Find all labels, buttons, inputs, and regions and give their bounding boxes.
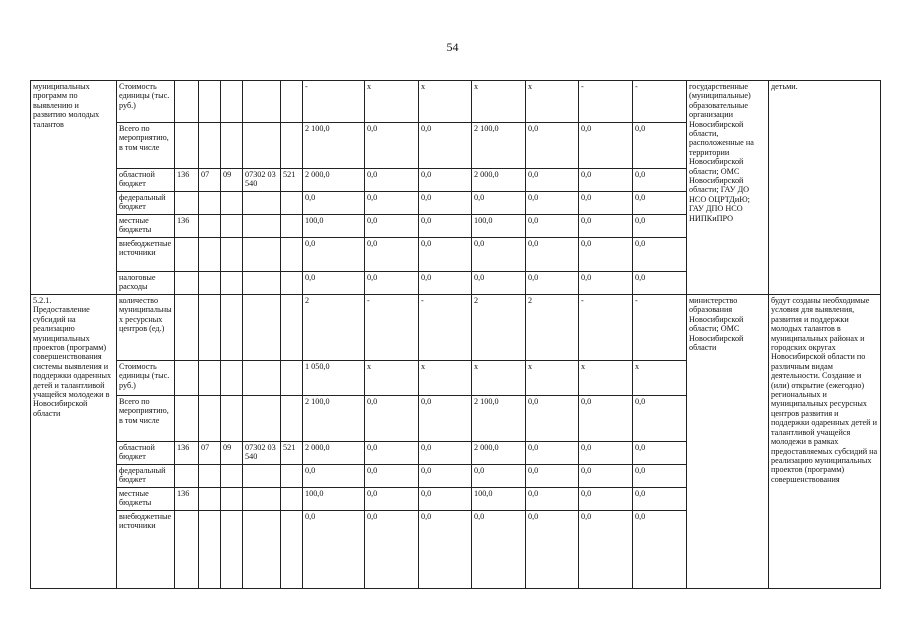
vr-cell: 521 (281, 442, 303, 465)
y2024-cell: 0,0 (526, 442, 579, 465)
y2025-cell: x (579, 361, 633, 396)
indicator-cell: Стоимость единицы (тыс. руб.) (117, 81, 175, 123)
y2023-cell: 100,0 (472, 215, 526, 238)
vr-cell (281, 123, 303, 169)
grbs-cell (175, 81, 199, 123)
y2020-cell: 2 000,0 (303, 169, 365, 192)
vr-cell (281, 361, 303, 396)
y2024-cell: 0,0 (526, 169, 579, 192)
y2022-cell: x (419, 81, 472, 123)
y2020-cell: 100,0 (303, 488, 365, 511)
y2022-cell: 0,0 (419, 192, 472, 215)
total-cell: 0,0 (633, 511, 687, 589)
pr-cell: 09 (221, 169, 243, 192)
indicator-cell: местные бюджеты (117, 215, 175, 238)
y2024-cell: 0,0 (526, 238, 579, 272)
y2020-cell: 2 100,0 (303, 123, 365, 169)
y2024-cell: 0,0 (526, 465, 579, 488)
y2025-cell: - (579, 295, 633, 361)
y2021-cell: 0,0 (365, 192, 419, 215)
y2020-cell: 0,0 (303, 465, 365, 488)
y2023-cell: 0,0 (472, 238, 526, 272)
y2021-cell: 0,0 (365, 465, 419, 488)
vr-cell (281, 192, 303, 215)
y2023-cell: 2 000,0 (472, 442, 526, 465)
table-section-5-2-continued (31, 81, 881, 295)
measure-name-cell (31, 81, 117, 295)
pr-cell (221, 396, 243, 442)
y2024-cell: 0,0 (526, 488, 579, 511)
y2025-cell: 0,0 (579, 169, 633, 192)
total-cell: 0,0 (633, 396, 687, 442)
csr-cell (243, 361, 281, 396)
total-cell: 0,0 (633, 215, 687, 238)
csr-cell (243, 511, 281, 589)
grbs-cell (175, 123, 199, 169)
y2022-cell: x (419, 361, 472, 396)
y2023-cell: 0,0 (472, 511, 526, 589)
y2021-cell: 0,0 (365, 215, 419, 238)
total-cell: 0,0 (633, 272, 687, 295)
indicator-cell: Всего по мероприятию, в том числе (117, 396, 175, 442)
y2023-cell: 0,0 (472, 272, 526, 295)
y2020-cell: 100,0 (303, 215, 365, 238)
csr-cell (243, 123, 281, 169)
indicator-cell: внебюджетные источники (117, 511, 175, 589)
rz-cell (199, 396, 221, 442)
y2022-cell: 0,0 (419, 169, 472, 192)
budget-table (30, 80, 881, 589)
y2020-cell: 0,0 (303, 272, 365, 295)
rz-cell (199, 192, 221, 215)
pr-cell (221, 81, 243, 123)
rz-cell (199, 81, 221, 123)
y2021-cell: 0,0 (365, 238, 419, 272)
pr-cell (221, 238, 243, 272)
pr-cell: 09 (221, 442, 243, 465)
total-cell: 0,0 (633, 192, 687, 215)
expected-result-cell: будут созданы необходимые условия для выявления, развития и поддержки молодых талантов в муниципальных районах и городских округах Новосибирской области по различным видам деятельности. Создание и (или) открытие (ежегодно) региональных и муниципальных ресурсных центров развития и поддержки одаренных детей и талантливой учащейся молодежи в рамках предоставляемых субсидий на реализацию муниципальных проектов (программ) совершенствования (769, 295, 881, 589)
rz-cell (199, 511, 221, 589)
measure-number: 5.2.1. (33, 296, 52, 305)
vr-cell (281, 238, 303, 272)
grbs-cell (175, 295, 199, 361)
rz-cell (199, 123, 221, 169)
rz-cell (199, 295, 221, 361)
y2023-cell: 2 000,0 (472, 169, 526, 192)
pr-cell (221, 488, 243, 511)
grbs-cell (175, 465, 199, 488)
y2024-cell: 0,0 (526, 123, 579, 169)
csr-cell (243, 81, 281, 123)
pr-cell (221, 192, 243, 215)
y2020-cell: 0,0 (303, 511, 365, 589)
y2021-cell: x (365, 81, 419, 123)
y2024-cell: x (526, 81, 579, 123)
csr-cell (243, 465, 281, 488)
y2024-cell: 0,0 (526, 215, 579, 238)
y2021-cell: 0,0 (365, 442, 419, 465)
indicator-cell: местные бюджеты (117, 488, 175, 511)
vr-cell: 521 (281, 169, 303, 192)
indicator-cell: количество муниципальных ресурсных центров (ед.) (117, 295, 175, 361)
pr-cell (221, 361, 243, 396)
rz-cell: 07 (199, 442, 221, 465)
table-row (31, 295, 881, 361)
rz-cell (199, 361, 221, 396)
y2024-cell: x (526, 361, 579, 396)
y2022-cell: - (419, 295, 472, 361)
total-cell: 0,0 (633, 465, 687, 488)
y2024-cell: 0,0 (526, 396, 579, 442)
indicator-cell: внебюджетные источники (117, 238, 175, 272)
y2023-cell: 100,0 (472, 488, 526, 511)
rz-cell (199, 488, 221, 511)
y2022-cell: 0,0 (419, 396, 472, 442)
y2024-cell: 0,0 (526, 192, 579, 215)
y2020-cell: 1 050,0 (303, 361, 365, 396)
y2021-cell: x (365, 361, 419, 396)
y2023-cell: 0,0 (472, 465, 526, 488)
y2025-cell: 0,0 (579, 511, 633, 589)
measure-name-cell (31, 295, 117, 589)
csr-cell (243, 215, 281, 238)
y2021-cell: 0,0 (365, 396, 419, 442)
pr-cell (221, 272, 243, 295)
y2022-cell: 0,0 (419, 215, 472, 238)
page-number: 54 (446, 40, 459, 54)
total-cell: 0,0 (633, 238, 687, 272)
y2021-cell: 0,0 (365, 488, 419, 511)
y2022-cell: 0,0 (419, 123, 472, 169)
total-cell: - (633, 81, 687, 123)
measure-name: Предоставление субсидий на реализацию муниципальных проектов (программ) совершенствования системы выявления и поддержки одаренных детей и талантливой учащейся молодежи в Новосибирской области (33, 305, 112, 418)
indicator-cell: областной бюджет (117, 169, 175, 192)
y2020-cell: 2 000,0 (303, 442, 365, 465)
vr-cell (281, 295, 303, 361)
rz-cell (199, 465, 221, 488)
grbs-cell (175, 238, 199, 272)
vr-cell (281, 396, 303, 442)
total-cell: 0,0 (633, 169, 687, 192)
vr-cell (281, 465, 303, 488)
table-row (31, 81, 881, 123)
total-cell: - (633, 295, 687, 361)
y2020-cell: - (303, 81, 365, 123)
pr-cell (221, 123, 243, 169)
y2020-cell: 2 (303, 295, 365, 361)
expected-result-cell: детьми. (769, 81, 881, 295)
pr-cell (221, 465, 243, 488)
y2025-cell: 0,0 (579, 465, 633, 488)
y2020-cell: 0,0 (303, 192, 365, 215)
y2025-cell: - (579, 81, 633, 123)
executor-cell: министерство образования Новосибирской области; ОМС Новосибирской области (687, 295, 769, 589)
grbs-cell (175, 361, 199, 396)
y2025-cell: 0,0 (579, 396, 633, 442)
csr-cell (243, 488, 281, 511)
y2022-cell: 0,0 (419, 511, 472, 589)
rz-cell (199, 238, 221, 272)
grbs-cell (175, 272, 199, 295)
total-cell: x (633, 361, 687, 396)
indicator-cell: областной бюджет (117, 442, 175, 465)
vr-cell (281, 81, 303, 123)
y2025-cell: 0,0 (579, 123, 633, 169)
y2022-cell: 0,0 (419, 272, 472, 295)
y2025-cell: 0,0 (579, 488, 633, 511)
y2020-cell: 0,0 (303, 238, 365, 272)
rz-cell (199, 272, 221, 295)
indicator-cell: федеральный бюджет (117, 192, 175, 215)
y2024-cell: 2 (526, 295, 579, 361)
grbs-cell (175, 396, 199, 442)
y2023-cell: x (472, 361, 526, 396)
total-cell: 0,0 (633, 442, 687, 465)
y2021-cell: 0,0 (365, 169, 419, 192)
grbs-cell (175, 511, 199, 589)
vr-cell (281, 488, 303, 511)
y2025-cell: 0,0 (579, 272, 633, 295)
indicator-cell: федеральный бюджет (117, 465, 175, 488)
vr-cell (281, 215, 303, 238)
csr-cell (243, 272, 281, 295)
y2022-cell: 0,0 (419, 238, 472, 272)
indicator-cell: налоговые расходы (117, 272, 175, 295)
measure-name: муниципальных программ по выявлению и развитию молодых талантов (33, 82, 100, 129)
grbs-cell: 136 (175, 488, 199, 511)
y2025-cell: 0,0 (579, 442, 633, 465)
y2023-cell: 0,0 (472, 192, 526, 215)
csr-cell (243, 192, 281, 215)
y2024-cell: 0,0 (526, 511, 579, 589)
csr-cell: 07302 03540 (243, 442, 281, 465)
y2021-cell: - (365, 295, 419, 361)
csr-cell (243, 295, 281, 361)
y2021-cell: 0,0 (365, 123, 419, 169)
grbs-cell: 136 (175, 169, 199, 192)
csr-cell: 07302 03540 (243, 169, 281, 192)
pr-cell (221, 295, 243, 361)
grbs-cell (175, 192, 199, 215)
y2023-cell: 2 (472, 295, 526, 361)
pr-cell (221, 215, 243, 238)
executor-cell: государственные (муниципальные) образовательные организации Новосибирской области, расположенные на территории Новосибирской области; ОМС Новосибирской области; ГАУ ДО НСО ОЦРТДиЮ; ГАУ ДПО НСО НИПКиПРО (687, 81, 769, 295)
y2021-cell: 0,0 (365, 511, 419, 589)
y2022-cell: 0,0 (419, 488, 472, 511)
pr-cell (221, 511, 243, 589)
y2024-cell: 0,0 (526, 272, 579, 295)
y2023-cell: 2 100,0 (472, 396, 526, 442)
vr-cell (281, 511, 303, 589)
table-section-5-2-1 (31, 295, 881, 589)
y2023-cell: x (472, 81, 526, 123)
y2022-cell: 0,0 (419, 465, 472, 488)
total-cell: 0,0 (633, 488, 687, 511)
total-cell: 0,0 (633, 123, 687, 169)
y2020-cell: 2 100,0 (303, 396, 365, 442)
y2022-cell: 0,0 (419, 442, 472, 465)
rz-cell: 07 (199, 169, 221, 192)
y2021-cell: 0,0 (365, 272, 419, 295)
y2025-cell: 0,0 (579, 192, 633, 215)
indicator-cell: Всего по мероприятию, в том числе (117, 123, 175, 169)
csr-cell (243, 238, 281, 272)
indicator-cell: Стоимость единицы (тыс. руб.) (117, 361, 175, 396)
csr-cell (243, 396, 281, 442)
y2025-cell: 0,0 (579, 238, 633, 272)
rz-cell (199, 215, 221, 238)
vr-cell (281, 272, 303, 295)
grbs-cell: 136 (175, 442, 199, 465)
y2025-cell: 0,0 (579, 215, 633, 238)
grbs-cell: 136 (175, 215, 199, 238)
y2023-cell: 2 100,0 (472, 123, 526, 169)
